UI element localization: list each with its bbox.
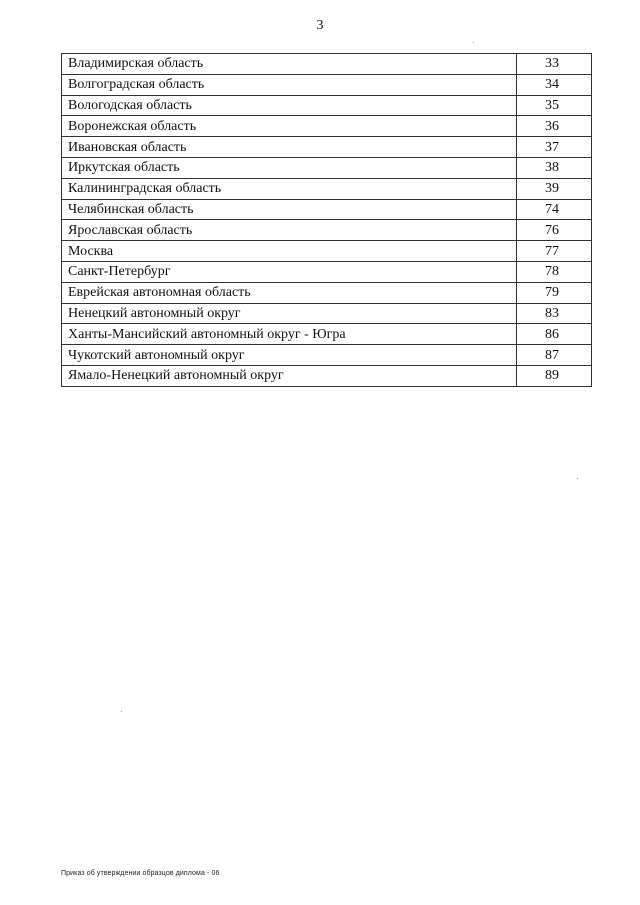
region-name-cell: Еврейская автономная область	[62, 282, 517, 303]
footer-note: Приказ об утверждении образцов диплома - 06	[61, 870, 220, 877]
region-code-cell: 78	[517, 261, 592, 282]
table-row	[62, 241, 592, 262]
region-code-cell: 83	[517, 303, 592, 324]
region-name-cell: Челябинская область	[62, 199, 517, 220]
scan-speck	[121, 711, 122, 712]
table-row	[62, 116, 592, 137]
table-row	[62, 324, 592, 345]
table-row	[62, 95, 592, 116]
region-code-cell: 79	[517, 282, 592, 303]
table-row	[62, 74, 592, 95]
table-row	[62, 157, 592, 178]
region-name-cell: Ярославская область	[62, 220, 517, 241]
region-code-cell: 74	[517, 199, 592, 220]
region-code-cell: 35	[517, 95, 592, 116]
region-name-cell: Калининградская область	[62, 178, 517, 199]
region-name-cell: Ханты-Мансийский автономный округ - Югра	[62, 324, 517, 345]
table-row	[62, 220, 592, 241]
region-code-cell: 33	[517, 54, 592, 75]
region-name-cell: Воронежская область	[62, 116, 517, 137]
table-row	[62, 282, 592, 303]
region-code-cell: 39	[517, 178, 592, 199]
table-row	[62, 345, 592, 366]
region-name-cell: Москва	[62, 241, 517, 262]
table-row	[62, 54, 592, 75]
table-row	[62, 365, 592, 386]
table-row	[62, 261, 592, 282]
region-name-cell: Ненецкий автономный округ	[62, 303, 517, 324]
region-name-cell: Ямало-Ненецкий автономный округ	[62, 365, 517, 386]
region-code-cell: 34	[517, 74, 592, 95]
region-name-cell: Ивановская область	[62, 137, 517, 158]
region-code-cell: 38	[517, 157, 592, 178]
page-number: 3	[316, 18, 324, 33]
region-code-cell: 89	[517, 365, 592, 386]
region-name-cell: Иркутская область	[62, 157, 517, 178]
region-name-cell: Чукотский автономный округ	[62, 345, 517, 366]
scan-speck	[473, 42, 474, 43]
table-row	[62, 303, 592, 324]
region-name-cell: Санкт-Петербург	[62, 261, 517, 282]
region-code-cell: 36	[517, 116, 592, 137]
region-code-cell: 86	[517, 324, 592, 345]
regions-table-body	[62, 54, 592, 387]
region-code-cell: 77	[517, 241, 592, 262]
region-code-cell: 76	[517, 220, 592, 241]
region-name-cell: Владимирская область	[62, 54, 517, 75]
table-row	[62, 199, 592, 220]
region-code-cell: 37	[517, 137, 592, 158]
region-code-cell: 87	[517, 345, 592, 366]
regions-table	[61, 53, 592, 387]
table-row	[62, 137, 592, 158]
region-name-cell: Вологодская область	[62, 95, 517, 116]
scan-speck	[577, 478, 578, 479]
table-row	[62, 178, 592, 199]
region-name-cell: Волгоградская область	[62, 74, 517, 95]
